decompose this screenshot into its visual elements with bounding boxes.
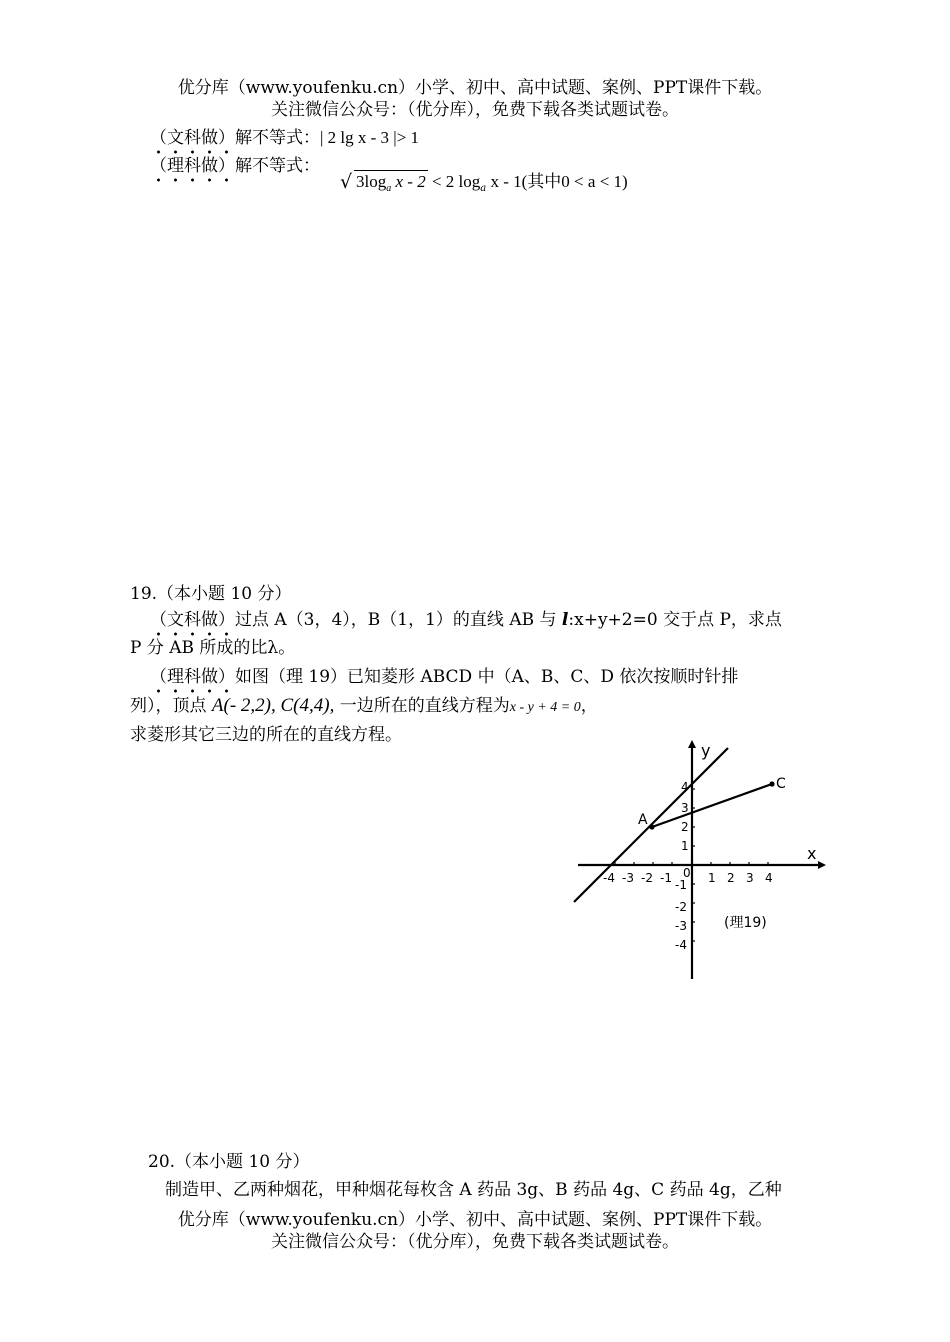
- q18-li-label: [150, 156, 320, 176]
- q19-li-line2-end: ，: [580, 696, 598, 716]
- q18-wen-tag: （文科做）: [150, 128, 235, 155]
- x-tick-label: 1: [708, 871, 716, 885]
- q18-li-text: 解不等式：: [235, 156, 320, 176]
- point-c: [769, 781, 774, 786]
- y-tick-label: 1: [681, 839, 689, 853]
- q20-text: 制造甲、乙两种烟花，甲种烟花每枚含 A 药品 3g、B 药品 4g、C 药品 4g，乙种: [165, 1180, 782, 1200]
- point-a: [649, 824, 654, 829]
- y-axis-label: y: [701, 741, 711, 760]
- sqrt-expression: [342, 172, 428, 195]
- q19-wen-line-symbol: l: [561, 610, 569, 630]
- x-tick-label: -2: [641, 871, 653, 885]
- x-tick-label: -3: [622, 871, 634, 885]
- y-tick-label: 3: [681, 801, 689, 815]
- q19-wen-text-1: 过点 A（3，4），B（1，1）的直线 AB 与: [235, 610, 562, 630]
- q19-li-line-2: [130, 695, 598, 718]
- q19-wen-tag: （文科做）: [150, 610, 235, 637]
- q18-li-tag: （理科做）: [150, 156, 235, 183]
- q19-li-points: A(- 2,2), C(4,4),: [211, 695, 335, 716]
- point-c-label: C: [776, 776, 786, 792]
- q18-wen: [150, 128, 419, 148]
- x-tick-label: -4: [603, 871, 615, 885]
- x-tick-label: 4: [765, 871, 773, 885]
- x-tick-label: 3: [746, 871, 754, 885]
- footer-line-1: 优分库（www.youfenku.cn）小学、初中、高中试题、案例、PPT课件下载。: [177, 1210, 773, 1230]
- q19-wen-text-2: :x+y+2=0 交于点 P，求点: [568, 610, 782, 630]
- q18-li-mid: < 2 log: [427, 172, 481, 191]
- y-axis-arrow: [688, 740, 696, 748]
- q18-li-root: 3log: [356, 172, 387, 191]
- q18-wen-text: 解不等式：: [235, 128, 320, 148]
- footer-line-2: 关注微信公众号：（优分库），免费下载各类试题试卷。: [271, 1232, 679, 1252]
- y-tick-label: 2: [681, 820, 689, 834]
- q19-li-tag: （理科做）: [150, 667, 235, 694]
- figure-caption: (理19): [724, 915, 767, 931]
- q19-li-line2-pre: 列），顶点: [130, 696, 212, 716]
- q18-wen-math: | 2 lg x - 3 |> 1: [320, 128, 420, 147]
- q19-li-line2-mid: 一边所在的直线方程为: [334, 696, 510, 716]
- y-tick-label: -1: [675, 878, 687, 892]
- q19-li-line-1: [150, 667, 738, 687]
- y-tick-label: -2: [675, 900, 687, 914]
- x-tick-label: 2: [727, 871, 735, 885]
- origin-label: 0: [683, 866, 691, 880]
- y-tick-label: -4: [675, 938, 687, 952]
- q18-li-tail: x - 1(其中0 < a < 1): [486, 172, 628, 191]
- rhombus-figure: [560, 736, 830, 986]
- q20-heading: 20.（本小题 10 分）: [148, 1152, 310, 1172]
- y-tick-label: -3: [675, 919, 687, 933]
- q18-li-x: x - 2: [391, 172, 426, 191]
- q19-li-text-1: 如图（理 19）已知菱形 ABCD 中（A、B、C、D 依次按顺时针排: [235, 667, 739, 687]
- q18-li-sub-a: a: [386, 183, 392, 194]
- x-tick-label: -1: [660, 871, 672, 885]
- q19-li-eq: x - y + 4 = 0: [509, 700, 581, 715]
- q19-wen-line-2: P 分 AB 所成的比λ。: [130, 638, 296, 658]
- x-axis-label: x: [807, 844, 817, 863]
- point-a-label: A: [638, 812, 648, 828]
- q18-li-sub-b: a: [480, 183, 487, 194]
- x-axis-arrow: [818, 861, 826, 869]
- q19-li-line-3: 求菱形其它三边的所在的直线方程。: [130, 725, 402, 745]
- header-line-2: 关注微信公众号：（优分库），免费下载各类试题试卷。: [271, 100, 679, 120]
- y-tick-label: 4: [681, 780, 689, 794]
- q18-li-math: [342, 172, 628, 195]
- header-line-1: 优分库（www.youfenku.cn）小学、初中、高中试题、案例、PPT课件下载。: [177, 78, 773, 98]
- q19-wen-line-1: [150, 610, 782, 630]
- q19-heading: 19.（本小题 10 分）: [130, 584, 292, 604]
